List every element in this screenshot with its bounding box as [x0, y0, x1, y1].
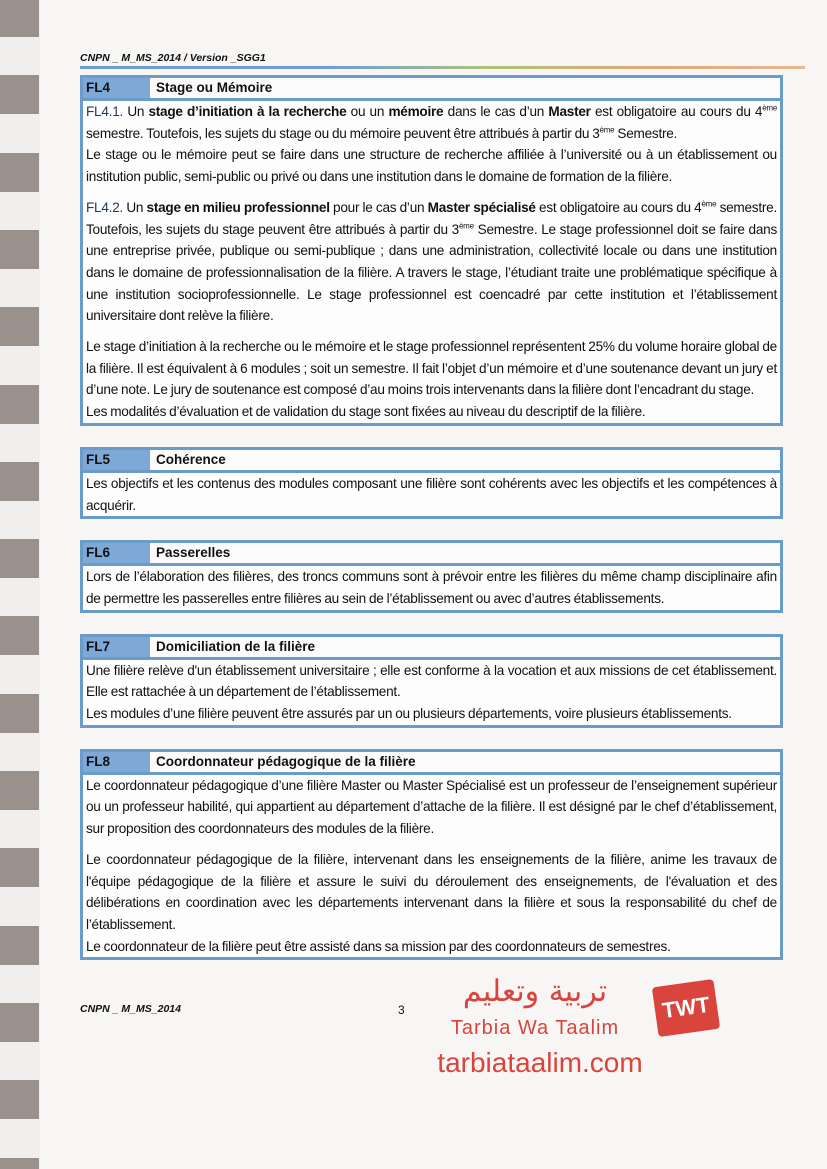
section-fl8 — [80, 749, 783, 961]
text: Les objectifs et les contenus des modules composant une filière sont cohérents avec les objectifs et les compétences à acquérir. — [86, 475, 777, 513]
section-fl4 — [80, 75, 783, 426]
superscript: ème — [762, 103, 778, 113]
section-code: FL8 — [83, 752, 150, 772]
paragraph — [86, 336, 777, 401]
paragraph — [86, 197, 777, 327]
page-header-reference: CNPN _ M_MS_2014 / Version _SGG1 — [80, 52, 266, 64]
decorative-square — [0, 75, 39, 114]
decorative-square — [0, 694, 39, 733]
text: dans le cas d’un — [443, 104, 549, 119]
decorative-square — [0, 616, 39, 655]
section-title: Coordonnateur pédagogique de la filière — [150, 752, 780, 772]
text: Le coordonnateur de la filière peut être assisté dans sa mission par des coordonnateurs de semestres. — [86, 938, 671, 954]
paragraph — [86, 660, 777, 703]
page-number: 3 — [398, 1003, 405, 1018]
decorative-square — [0, 0, 39, 37]
section-header — [83, 637, 780, 660]
watermark-arabic: تربية وتعليم — [462, 974, 608, 1010]
decorative-square — [0, 385, 39, 424]
bold-text: mémoire — [388, 104, 444, 119]
paragraph — [86, 775, 777, 840]
text: Le coordonnateur pédagogique d’une filière Master ou Master Spécialisé est un professeur de l’enseignement supérieur ou un professeur habilité, qui appartient au département d’attache de la filière. Il est désigné par le chef d’établissement, sur proposition des coordonnateurs des modules de la filière. — [86, 777, 777, 837]
decorative-square — [0, 539, 39, 578]
paragraph — [86, 566, 777, 609]
bold-text: Master spécialisé — [427, 199, 536, 215]
section-header — [83, 450, 780, 473]
paragraph — [86, 849, 777, 936]
superscript: ème — [701, 199, 717, 209]
section-title: Stage ou Mémoire — [150, 78, 780, 98]
paragraph — [86, 144, 777, 187]
text: Semestre. — [614, 125, 678, 141]
watermark-url: tarbiataalim.com — [437, 1047, 643, 1079]
section-title: Domiciliation de la filière — [150, 637, 780, 657]
decorative-square — [0, 1003, 39, 1042]
superscript: ème — [599, 125, 615, 135]
section-title: Cohérence — [150, 450, 780, 470]
section-header — [83, 543, 780, 566]
superscript: ème — [458, 220, 474, 230]
page-footer — [80, 973, 783, 1085]
bold-text: Master — [548, 104, 591, 119]
section-fl7 — [80, 634, 783, 728]
text: semestre. Toutefois, les sujets du stage ou du mémoire peuvent être attribués à partir du 3 — [86, 125, 600, 141]
text: Les modalités d’évaluation et de validation du stage sont fixées au niveau du descriptif de la filière. — [86, 404, 646, 420]
text: FL4.1. — [86, 104, 124, 119]
watermark-latin: Tarbia Wa Taalim — [450, 1017, 620, 1040]
text: ou un — [346, 104, 389, 119]
header-divider — [80, 66, 805, 69]
section-body — [83, 775, 780, 958]
text: est obligatoire au cours du 4 — [535, 199, 702, 215]
text: pour le cas d’un — [329, 199, 428, 215]
decorative-side-strip — [0, 0, 40, 1169]
bold-text: stage d’initiation à la recherche — [148, 104, 347, 119]
section-code: FL5 — [83, 450, 150, 470]
section-body — [83, 660, 780, 725]
decorative-square — [0, 1158, 39, 1169]
section-body — [83, 566, 780, 609]
twt-logo-icon: TWT — [652, 979, 720, 1037]
section-header — [83, 752, 780, 775]
text: Une filière relève d'un établissement universitaire ; elle est conforme à la vocation et aux missions de cet établissement. Elle est rattachée à un département de l’établissement. — [86, 662, 777, 700]
text: Les modules d’une filière peuvent être assurés par un ou plusieurs départements, voire plusieurs établissements. — [86, 706, 732, 722]
section-code: FL7 — [83, 637, 150, 657]
decorative-square — [0, 926, 39, 965]
section-header — [83, 78, 780, 101]
text: Le stage ou le mémoire peut se faire dans une structure de recherche affiliée à l’université ou à un établissement ou institution public, semi-public ou privé ou dans une institution dans le domaine de formation de la filière. — [86, 147, 777, 185]
page-footer-reference: CNPN _ M_MS_2014 — [80, 1003, 181, 1016]
section-fl6 — [80, 540, 783, 612]
text: Un — [123, 104, 149, 119]
section-code: FL4 — [83, 78, 150, 98]
section-fl5 — [80, 447, 783, 519]
decorative-square — [0, 1080, 39, 1119]
page-content — [80, 0, 783, 1085]
watermark — [430, 973, 730, 1085]
decorative-square — [0, 153, 39, 192]
text: Un — [123, 199, 147, 215]
paragraph — [86, 473, 777, 516]
bold-text: stage en milieu professionnel — [146, 199, 330, 215]
text: est obligatoire au cours du 4 — [590, 104, 763, 119]
text: Lors de l’élaboration des filières, des troncs communs sont à prévoir entre les filières du même champ disciplinaire afin de permettre les passerelles entre filières au sein de l’établissement ou avec d’autres établissements. — [86, 569, 777, 606]
decorative-square — [0, 771, 39, 810]
section-body — [83, 101, 780, 423]
decorative-square — [0, 307, 39, 346]
sections — [80, 75, 783, 960]
section-body — [83, 473, 780, 516]
paragraph — [86, 936, 777, 958]
decorative-square — [0, 462, 39, 501]
paragraph — [86, 703, 777, 725]
text: Le coordonnateur pédagogique de la filière, intervenant dans les enseignements de la filière, anime les travaux de l'équipe pédagogique de la filière et assure le suivi du déroulement des enseignements, de l'évaluation et des délibérations en coordination avec les départements intervenant dans la filière et sous la responsabilité du chef de l’établissement. — [86, 851, 777, 932]
text: Semestre. Le stage professionnel doit se faire dans une entreprise privée, publique ou semi-publique ; dans une administration, collectivité locale ou dans une institution dans le domaine de professionnalisation de la filière. A travers le stage, l’étudiant traite une problématique spécifique à une institution socioprofessionnelle. Le stage professionnel est coencadré par cette institution et l’établissement universitaire dont relève la filière. — [86, 221, 778, 324]
decorative-square — [0, 230, 39, 269]
section-title: Passerelles — [150, 543, 780, 563]
paragraph — [86, 101, 777, 144]
paragraph — [86, 401, 777, 423]
text: semestre. Toutefois, les sujets du stage peuvent être attribués à partir du 3 — [86, 199, 777, 237]
text: Le stage d’initiation à la recherche ou le mémoire et le stage professionnel représentent 25% du volume horaire global de la filière. Il est équivalent à 6 modules ; soit un semestre. Il fait l’objet d’un mémoire et d’une soutenance devant un jury et d’une note. Le jury de soutenance est composé d’au moins trois intervenants dans la filière dont l’encadrant du stage. — [86, 339, 777, 398]
text: FL4.2. — [86, 199, 124, 215]
section-code: FL6 — [83, 543, 150, 563]
decorative-square — [0, 848, 39, 887]
